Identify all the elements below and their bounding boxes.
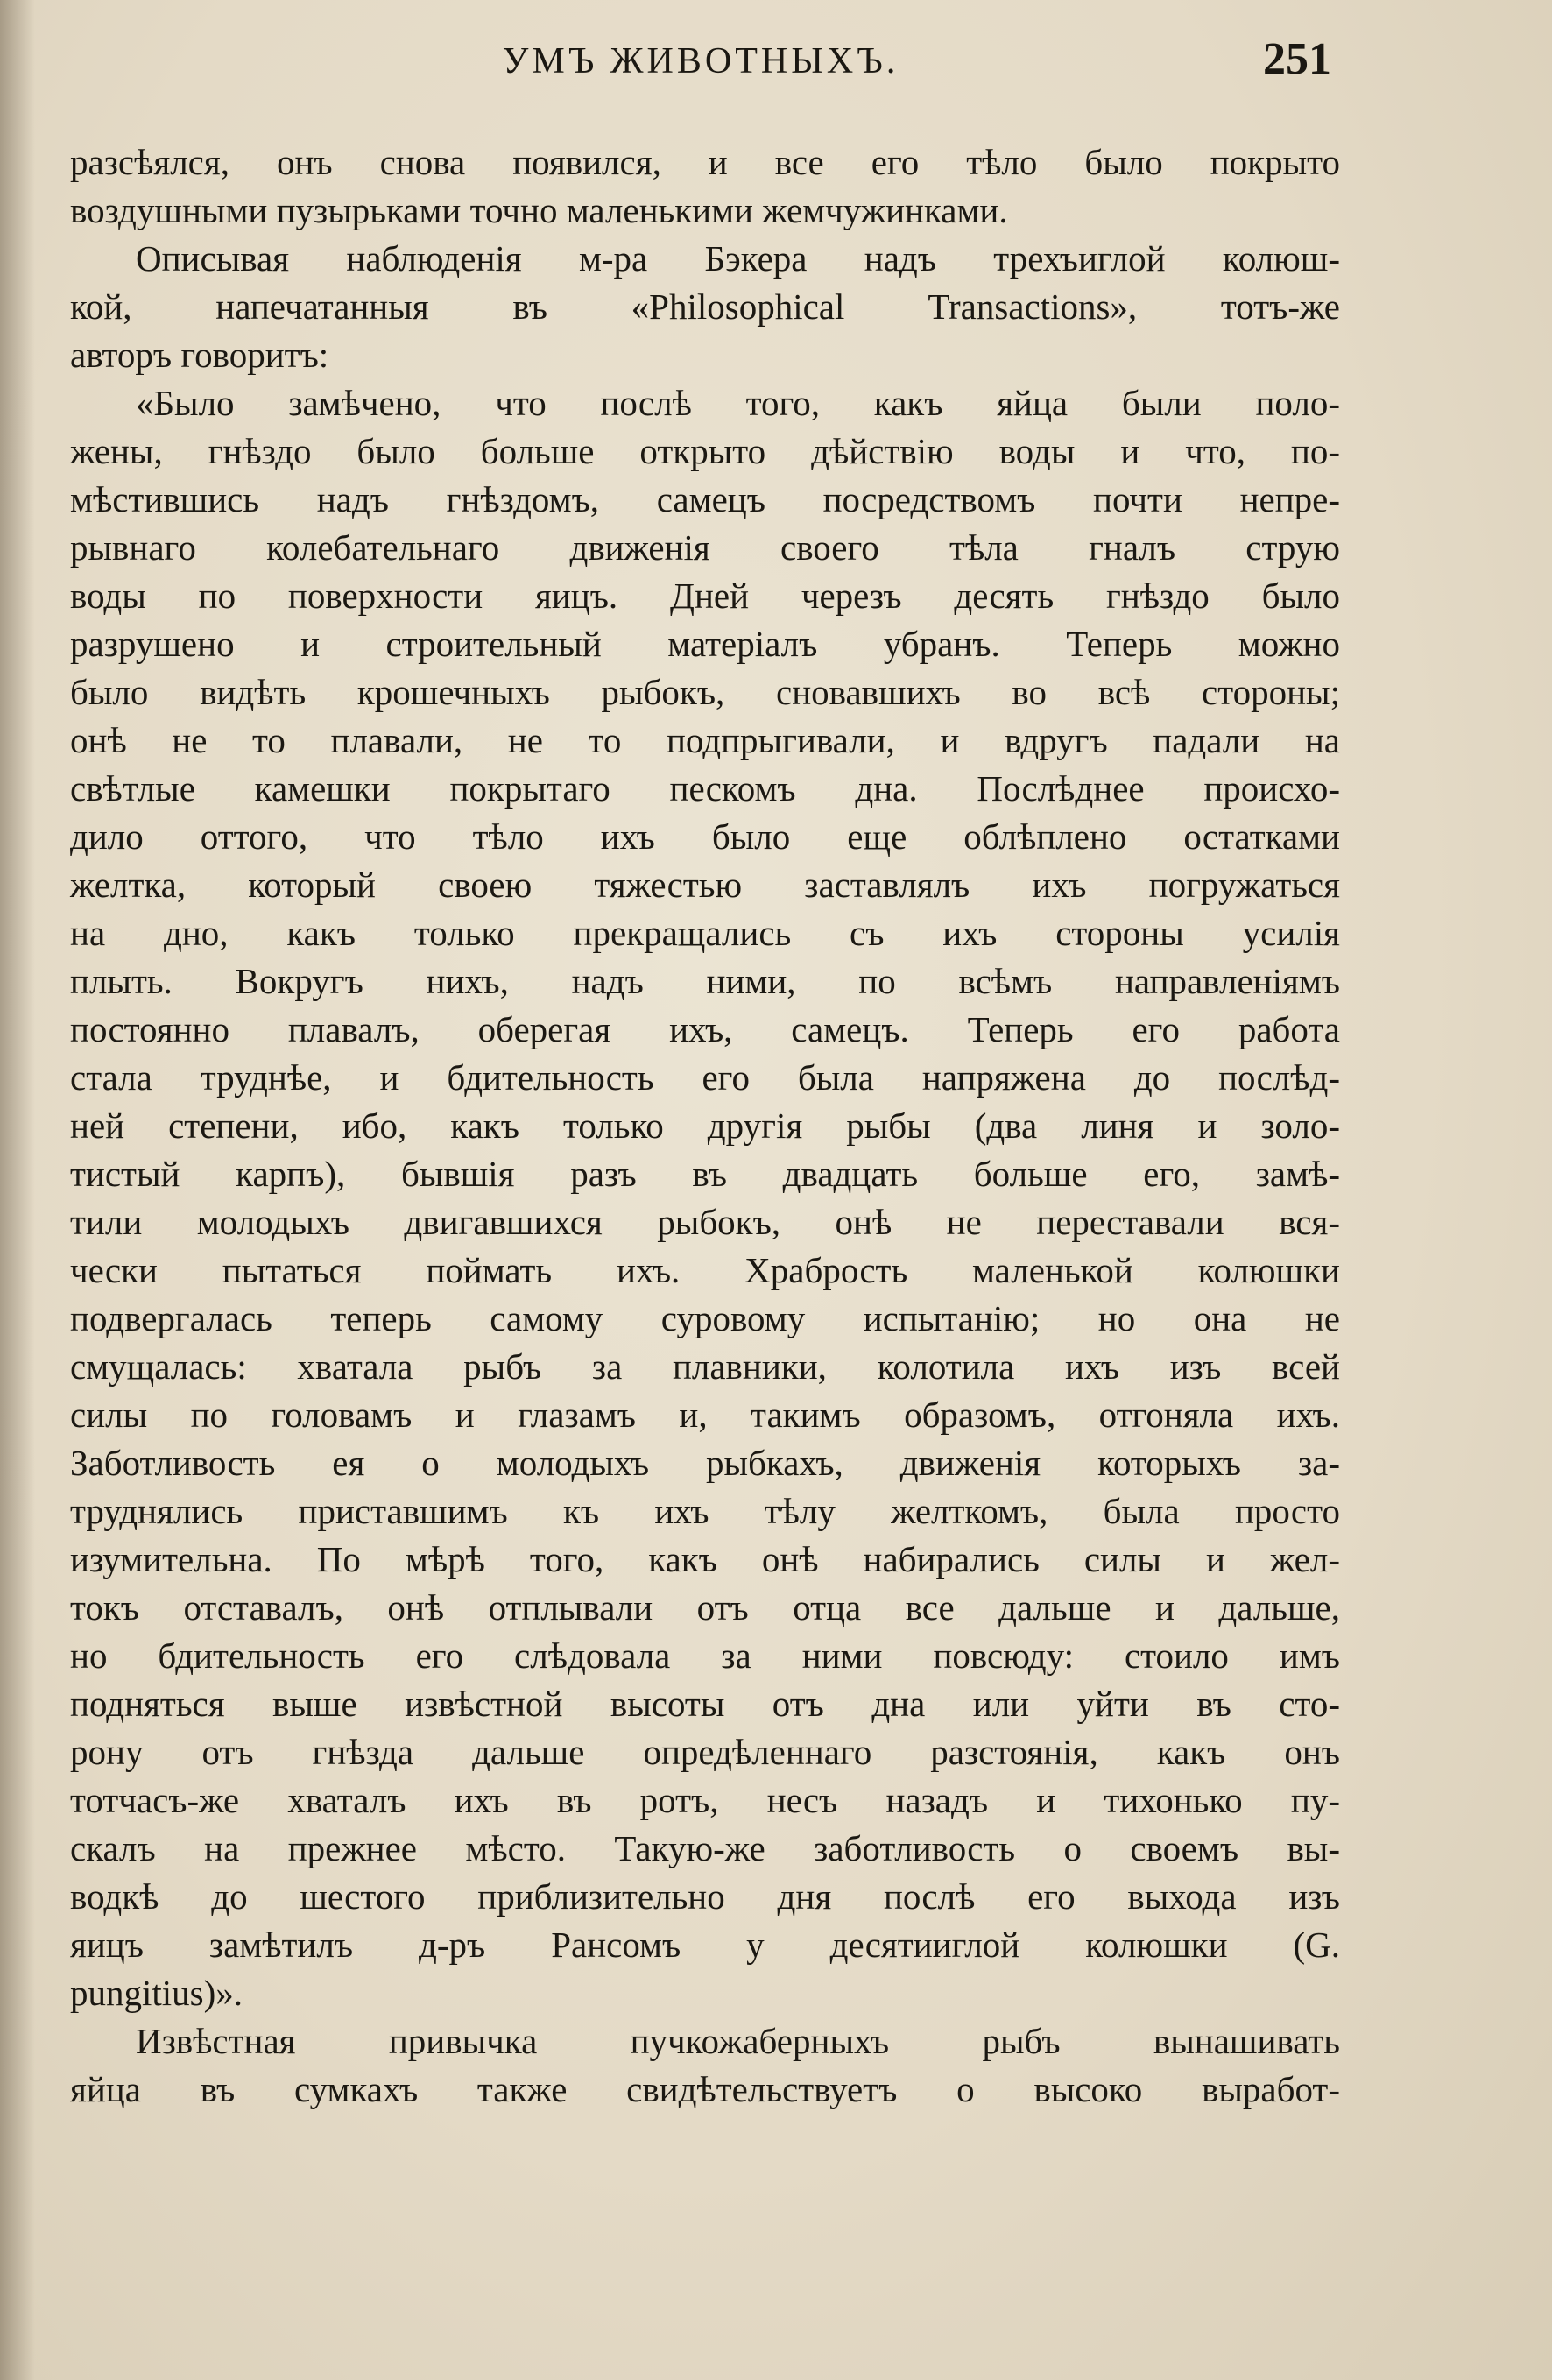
text-line: ней степени, ибо, какъ только другія рыбы (два линя и золо- [70,1105,1340,1146]
text-line: труднялись приставшимъ къ ихъ тѣлу желткомъ, была просто [70,1491,1340,1531]
text-line: смущалась: хватала рыбъ за плавники, колотила ихъ изъ всей [70,1346,1340,1387]
spine-shadow [0,0,35,2380]
text-line: разсѣялся, онъ снова появился, и все его тѣло было покрыто [70,142,1340,182]
text-line: желтка, который своею тяжестью заставлялъ ихъ погружаться [70,865,1340,905]
text-line: тистый карпъ), бывшія разъ въ двадцать больше его, замѣ- [70,1154,1340,1194]
text-line: Извѣстная привычка пучкожаберныхъ рыбъ вынашивать [136,2021,1340,2061]
text-line: дило оттого, что тѣло ихъ было еще облѣплено остатками [70,816,1340,857]
text-line: свѣтлые камешки покрытаго пескомъ дна. Послѣднее происхо- [70,768,1340,809]
text-line: подняться выше извѣстной высоты отъ дна или уйти въ сто- [70,1684,1340,1724]
text-line: подвергалась теперь самому суровому испытанію; но она не [70,1298,1340,1338]
text-line: рону отъ гнѣзда дальше опредѣленнаго разстоянія, какъ онъ [70,1732,1340,1772]
text-line: мѣстившись надъ гнѣздомъ, самецъ посредствомъ почти непре- [70,479,1340,519]
text-line: тили молодыхъ двигавшихся рыбокъ, онѣ не переставали вся- [70,1202,1340,1242]
page-number: 251 [1263,34,1331,84]
text-line: силы по головамъ и глазамъ и, такимъ образомъ, отгоняла ихъ. [70,1395,1340,1435]
page-header [70,33,1331,95]
text-line: скалъ на прежнее мѣсто. Такую-же заботливость о своемъ вы- [70,1828,1340,1868]
text-line: но бдительность его слѣдовала за ними повсюду: стоило имъ [70,1635,1340,1676]
text-line: рывнаго колебательнаго движенія своего тѣла гналъ струю [70,527,1340,568]
text-line: разрушено и строительный матеріалъ убранъ. Теперь можно [70,624,1340,664]
text-line: воздушными пузырьками точно маленькими жемчужинками. [70,190,1008,230]
text-line: яйца въ сумкахъ также свидѣтельствуетъ о высоко выработ- [70,2069,1340,2109]
text-line: токъ отставалъ, онѣ отплывали отъ отца все дальше и дальше, [70,1587,1340,1628]
text-line: стала труднѣе, и бдительность его была напряжена до послѣд- [70,1057,1340,1098]
text-line: жены, гнѣздо было больше открыто дѣйствію воды и что, по- [70,431,1340,471]
text-line: яицъ замѣтилъ д-ръ Рансомъ у десятииглой колюшки (G. [70,1924,1340,1965]
text-line: Описывая наблюденія м-ра Бэкера надъ трехъиглой колюш- [136,238,1340,279]
text-line: постоянно плавалъ, оберегая ихъ, самецъ. Теперь его работа [70,1009,1340,1049]
text-line: воды по поверхности яицъ. Дней черезъ десять гнѣздо было [70,576,1340,616]
text-line: чески пытаться поймать ихъ. Храбрость маленькой колюшки [70,1250,1340,1290]
text-line: кой, напечатанныя въ «Philosophical Transactions», тотъ-же [70,286,1340,327]
running-title: УМЪ ЖИВОТНЫХЪ. [502,41,899,81]
text-line: онѣ не то плавали, не то подпрыгивали, и вдругъ падали на [70,720,1340,760]
text-line: изумительна. По мѣрѣ того, какъ онѣ набирались силы и жел- [70,1539,1340,1579]
text-line: Заботливость ея о молодыхъ рыбкахъ, движенія которыхъ за- [70,1443,1340,1483]
text-line: на дно, какъ только прекращались съ ихъ стороны усилія [70,913,1340,953]
text-line: водкѣ до шестого приблизительно дня послѣ его выхода изъ [70,1876,1340,1917]
text-line: pungitius)». [70,1973,243,2013]
text-line: авторъ говоритъ: [70,335,329,375]
text-line: «Было замѣчено, что послѣ того, какъ яйца были поло- [136,383,1340,423]
text-line: было видѣть крошечныхъ рыбокъ, сновавшихъ во всѣ стороны; [70,672,1340,712]
text-line: тотчасъ-же хваталъ ихъ въ ротъ, несъ назадъ и тихонько пу- [70,1780,1340,1820]
body-text [70,138,1340,2114]
text-line: плыть. Вокругъ нихъ, надъ ними, по всѣмъ направленіямъ [70,961,1340,1001]
